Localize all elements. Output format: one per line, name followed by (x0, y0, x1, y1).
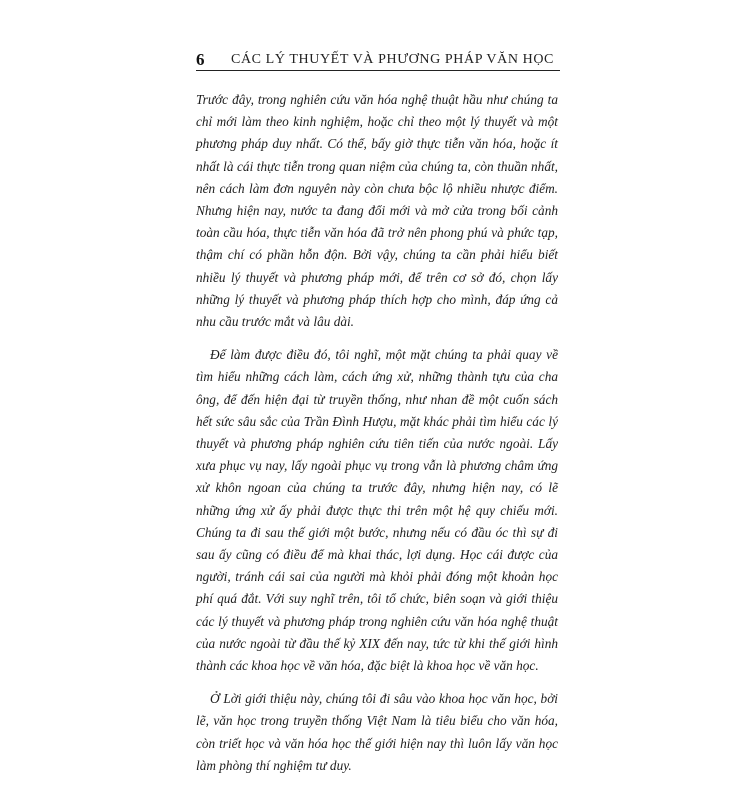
paragraph: Để làm được điều đó, tôi nghĩ, một mặt chúng ta phải quay về tìm hiểu những cách làm, cách ứng xử, những thành tựu của cha ông, để đến hiện đại từ truyền thống, như nhan đề một cuốn sách hết sức sâu sắc của Trần Đình Hượu, mặt khác phải tìm hiểu các lý thuyết và phương pháp nghiên cứu tiên tiến của nước ngoài. Lấy xưa phục vụ nay, lấy ngoài phục vụ trong vẫn là phương châm ứng xử khôn ngoan của chúng ta trước đây, nhưng hiện nay, có lẽ những ứng xử ấy phải được thực thi trên một hệ quy chiếu mới. Chúng ta đi sau thế giới một bước, nhưng nếu có đầu óc thì sự đi sau ấy cũng có điều để mà khai thác, lợi dụng. Học cái được của người, tránh cái sai của người mà khỏi phải đóng một khoản học phí quá đắt. Với suy nghĩ trên, tôi tổ chức, biên soạn và giới thiệu các lý thuyết và phương pháp trong nghiên cứu văn hóa nghệ thuật của nước ngoài từ đầu thế kỷ XIX đến nay, tức từ khi thế giới hình thành các khoa học về văn hóa, đặc biệt là khoa học về văn học. (196, 347, 558, 674)
paragraph: Trước đây, trong nghiên cứu văn hóa nghệ thuật hầu như chúng ta chỉ mới làm theo kinh nghiệm, hoặc chỉ theo một lý thuyết và một phương pháp duy nhất. Có thể, bấy giờ thực tiễn văn hóa, hoặc ít nhất là cái thực tiễn trong quan niệm của chúng ta, còn thuần nhất, nên cách làm đơn nguyên này còn chưa bộc lộ nhiều nhược điểm. Nhưng hiện nay, nước ta đang đổi mới và mở cửa trong bối cảnh toàn cầu hóa, thực tiễn văn hóa đã trở nên phong phú và phức tạp, thậm chí có phần hỗn độn. Bởi vậy, chúng ta cần phải hiểu biết nhiều lý thuyết và phương pháp mới, để trên cơ sở đó, chọn lấy những lý thuyết và phương pháp thích hợp cho mình, đáp ứng cả nhu cầu trước mắt và lâu dài. (196, 92, 558, 330)
page-number: 6 (196, 50, 205, 69)
body-text (196, 89, 558, 788)
running-header (196, 44, 560, 71)
paragraph: Ở Lời giới thiệu này, chúng tôi đi sâu vào khoa học văn học, bởi lẽ, văn học trong truyền thống Việt Nam là tiêu biểu cho văn hóa, còn triết học và văn hóa học thế giới hiện nay thì luôn lấy văn học làm phòng thí nghiệm tư duy. (196, 691, 558, 773)
running-title: CÁC LÝ THUYẾT VÀ PHƯƠNG PHÁP VĂN HỌC (231, 52, 554, 67)
